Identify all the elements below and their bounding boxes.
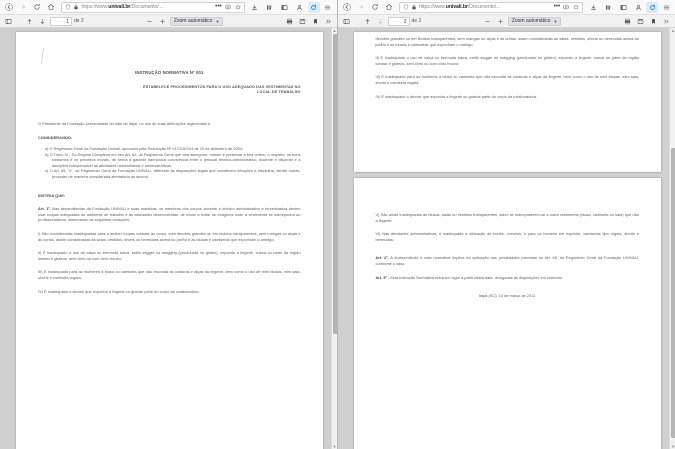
sidebar-icon[interactable]	[616, 1, 630, 14]
pdf-viewer-toolbar-left	[0, 15, 337, 28]
back-arrow-icon[interactable]	[2, 1, 16, 14]
sync-icon[interactable]	[308, 2, 320, 13]
viewer-scrollbar-left[interactable]	[331, 28, 337, 449]
page-down-icon[interactable]	[37, 16, 48, 27]
double-chevron-icon[interactable]	[323, 16, 334, 27]
scroll-down-arrow-icon[interactable]: ▼	[332, 444, 337, 449]
zoom-in-icon[interactable]	[157, 16, 168, 27]
print-icon[interactable]	[622, 16, 633, 27]
pdf-viewer-area-right[interactable]	[338, 28, 675, 449]
article-3-text: - Esta Instrução Normativa entra em vigor a partir desta data, revogadas as disposições em contrário.	[386, 274, 564, 280]
instrui-heading: INSTRUI QUE:	[38, 192, 66, 198]
pen-scribble-mark	[41, 48, 48, 65]
toggle-pdf-sidebar-icon[interactable]	[341, 16, 352, 27]
toggle-pdf-sidebar-icon[interactable]	[3, 16, 14, 27]
forward-arrow-icon[interactable]	[16, 1, 30, 14]
scroll-up-arrow-icon[interactable]: ▲	[332, 28, 337, 33]
star-icon[interactable]	[234, 3, 242, 11]
page-total-label-left: de 2	[74, 17, 84, 24]
zoom-out-icon[interactable]	[482, 16, 493, 27]
reload-icon[interactable]	[30, 1, 44, 14]
zoom-in-icon[interactable]	[495, 16, 506, 27]
item-v: V) São ainda inadequadas as blusas, saias ou vestidos transparentes, salvo se sobrepuserem-se a outra vestimenta (blusa, camiseta ou saia) que não a lingerie;	[375, 212, 639, 223]
article-3-label: Art. 3º	[375, 274, 387, 280]
page-down-icon[interactable]	[375, 16, 386, 27]
scrollbar-thumb-right[interactable]	[671, 148, 675, 438]
star-icon[interactable]	[572, 3, 580, 11]
scroll-up-arrow-icon[interactable]: ▲	[671, 28, 675, 33]
chevron-down-icon: ▼	[553, 18, 558, 24]
save-icon[interactable]	[635, 16, 646, 27]
document-subtitle: ESTABELECE PROCEDIMENTOS PARA O USO ADEQUADO DAS VESTIMENTAS NO LOCAL DE TRABALHO	[143, 84, 301, 94]
scrollbar-thumb-left[interactable]	[333, 34, 337, 334]
article-1	[38, 206, 301, 223]
document-preamble: O Presidente da Fundação Universidade do Vale do Itajaí, no uso de suas atribuições regimentais e,	[38, 121, 212, 127]
pdf-page-1	[16, 32, 323, 449]
address-bar-right[interactable]	[399, 2, 584, 13]
page-up-icon[interactable]	[362, 16, 373, 27]
article-3	[376, 275, 640, 281]
page-number-input-right[interactable]: 2	[388, 17, 410, 26]
lock-icon	[410, 3, 418, 11]
item-i: I) São consideradas inadequadas para a mulher roupas coladas ao corpo, com decotes grandes ou em tecidos transparentes, sem mangas ou alças e às curtas, assim consideradas as saias, vestidos, shorts ou bermudas acima do joelho e as blusas e camisetas que exponham o umbigo;	[38, 231, 301, 242]
shield-icon	[64, 3, 72, 11]
double-chevron-icon[interactable]	[661, 16, 672, 27]
home-icon[interactable]	[44, 1, 58, 14]
item-iii: III) É inadequado para as mulheres a blusa ou camiseta que não esconda as costuras e alças da lingerie, bem como o uso de mini blusas, mini saia, shorts e camiseta regata;	[38, 269, 301, 280]
page1-tail-partial-text: decotes grandes ou em tecidos transparentes, sem mangas ou alças e às curtas, assim consideradas as saias, vestidos, shorts ou bermudas acima do joelho e as blusas e camisetas que exponham o umbigo;	[375, 36, 639, 47]
pdf-page-1-tail	[354, 32, 662, 172]
bookmark-icon[interactable]	[310, 16, 321, 27]
chevron-down-icon: ▼	[215, 18, 220, 24]
reader-view-icon[interactable]	[562, 3, 570, 11]
signature-place-date: Itajaí (SC), 14 de março de 2012	[479, 293, 536, 299]
page-number-input-left[interactable]: 1	[50, 17, 72, 26]
pdf-viewer-toolbar-right	[338, 15, 675, 28]
item-iii-continued: III) É inadequado para as mulheres a blusa ou camiseta que não esconda as costuras e alças da lingerie, bem como o uso de mini blusas, mini saia, shorts e camiseta regata;	[375, 74, 639, 85]
ellipsis-icon[interactable]: •••	[215, 3, 222, 10]
hamburger-menu-icon[interactable]	[659, 1, 673, 14]
item-iv: IV) É inadequado o decote que exponha a lingerie ou grande parte do corpo da colaboradora.	[38, 288, 200, 294]
hamburger-menu-icon[interactable]	[321, 1, 335, 14]
document-body-page-1	[38, 70, 301, 294]
document-body-page-2	[376, 212, 640, 299]
item-ii-continued: II) É inadequado o uso de calça ou bermuda baixa, estilo sagger ou swigging (pendurada no glúteo), expondo a lingerie, cueca ou parte da região lombar e glúteos, sem cinto ou com cinto frouxo;	[375, 55, 639, 66]
pdf-page-2	[354, 178, 662, 449]
account-icon[interactable]	[631, 1, 645, 14]
browser-navigation-bar-right	[338, 0, 675, 15]
document-body-page-1-tail	[376, 36, 640, 99]
zoom-level-select-right[interactable]	[508, 17, 562, 26]
forward-arrow-icon[interactable]	[354, 1, 368, 14]
library-icon[interactable]	[601, 1, 615, 14]
page-break-divider	[354, 171, 662, 172]
browser-toolbar-icons-left	[248, 1, 335, 14]
zoom-out-icon[interactable]	[144, 16, 155, 27]
considerando-item-b: b) O Título IV - Do Regime Disciplinar em seu Art. 62, do Regimento Geral que visa assegurar, manter e preservar a boa ordem, o respeito, os bons costumes e os preceitos morais, de forma a garantir harmônica convivência entre o pessoal técnico-administrativo, docente e discente e a disciplina indispensável às atividades universitárias e administrativas;	[45, 151, 301, 168]
considerando-item-c: c) O Art. 65, "e", do Regimento Geral da Fundação UNIVALI, referente às disposições legais que constituem infrações à disciplina, dentre outras, proceder de maneira considerada atentatória ao decoro.	[45, 168, 301, 180]
document-title: INSTRUÇÃO NORMATIVA Nº 001	[135, 70, 204, 75]
page-up-icon[interactable]	[24, 16, 35, 27]
article-1-label: Art. 1º.	[38, 206, 51, 212]
zoom-level-label-left: Zoom automático	[173, 18, 213, 24]
zoom-level-select-left[interactable]	[170, 17, 224, 26]
address-bar-left[interactable]	[61, 2, 245, 13]
scroll-down-arrow-icon[interactable]: ▼	[671, 444, 675, 449]
download-icon[interactable]	[248, 1, 262, 14]
browser-window-right	[338, 0, 675, 449]
sidebar-icon[interactable]	[278, 1, 292, 14]
print-icon[interactable]	[284, 16, 295, 27]
bookmark-icon[interactable]	[648, 16, 659, 27]
zoom-level-label-right: Zoom automático	[511, 18, 551, 24]
article-1-text: Nas dependências da Fundação UNIVALI e suas mantidas, os membros dos corpos docente e técnico administrativo e terceirizados devem usar roupas adequadas ao ambiente de trabalho e às atividades desenvolvidas, de modo a evitar os exageros onde a vestimenta se sobreponha ao profissionalismo, observando as seguintes vedações:	[38, 206, 301, 223]
page-total-label-right: de 2	[411, 17, 422, 24]
viewer-scrollbar-right[interactable]	[669, 28, 675, 449]
considerando-item-a: a) O Regimento Geral da Fundação Univali, aprovado pela Resolução Nº 017/CAS/04 de 20 de setembro de 2004;	[45, 146, 244, 152]
browser-navigation-bar-left	[0, 0, 337, 15]
ellipsis-icon[interactable]: •••	[553, 3, 560, 10]
home-icon[interactable]	[382, 1, 396, 14]
shield-icon	[402, 3, 410, 11]
url-text-left: https://www.univali.br/Documento/...	[81, 4, 163, 10]
download-icon[interactable]	[586, 1, 600, 14]
library-icon[interactable]	[263, 1, 277, 14]
back-arrow-icon[interactable]	[340, 1, 354, 14]
account-icon[interactable]	[293, 1, 307, 14]
save-icon[interactable]	[297, 16, 308, 27]
item-vi: VI) Nas atividades administrativas, é inadequada a utilização de bonés, chinelos, e para os homens em especial, camisetas tipo regata, shorts e bermudas;	[375, 231, 639, 242]
sync-icon[interactable]	[646, 2, 658, 13]
item-iv-continued: IV) É inadequado o decote que exponha a lingerie ou grande parte do corpo da colaboradora.	[375, 93, 538, 99]
browser-toolbar-icons-right	[586, 1, 673, 14]
article-2-text: A inobservância à esta normativa implica na aplicação das penalidades previstas no Art. 66. do Regimento Geral da Fundação UNIVALI, conforme o caso.	[375, 255, 639, 266]
article-2	[376, 255, 640, 266]
url-text-right: https://www.univali.br/Documento/...	[419, 4, 501, 10]
article-2-label: Art. 2º.	[375, 255, 389, 261]
reader-view-icon[interactable]	[224, 3, 232, 11]
reload-icon[interactable]	[368, 1, 382, 14]
lock-icon	[72, 3, 80, 11]
item-ii: II) É inadequado o uso de calça ou bermuda baixa, estilo sagger ou swigging (pendurada no glúteo), expondo a lingerie, cueca ou parte da região lombar e glúteos, sem cinto ou com cinto frouxo;	[38, 250, 301, 261]
considerando-heading: CONSIDERANDO:	[38, 135, 73, 140]
pdf-viewer-area-left[interactable]	[0, 28, 337, 449]
